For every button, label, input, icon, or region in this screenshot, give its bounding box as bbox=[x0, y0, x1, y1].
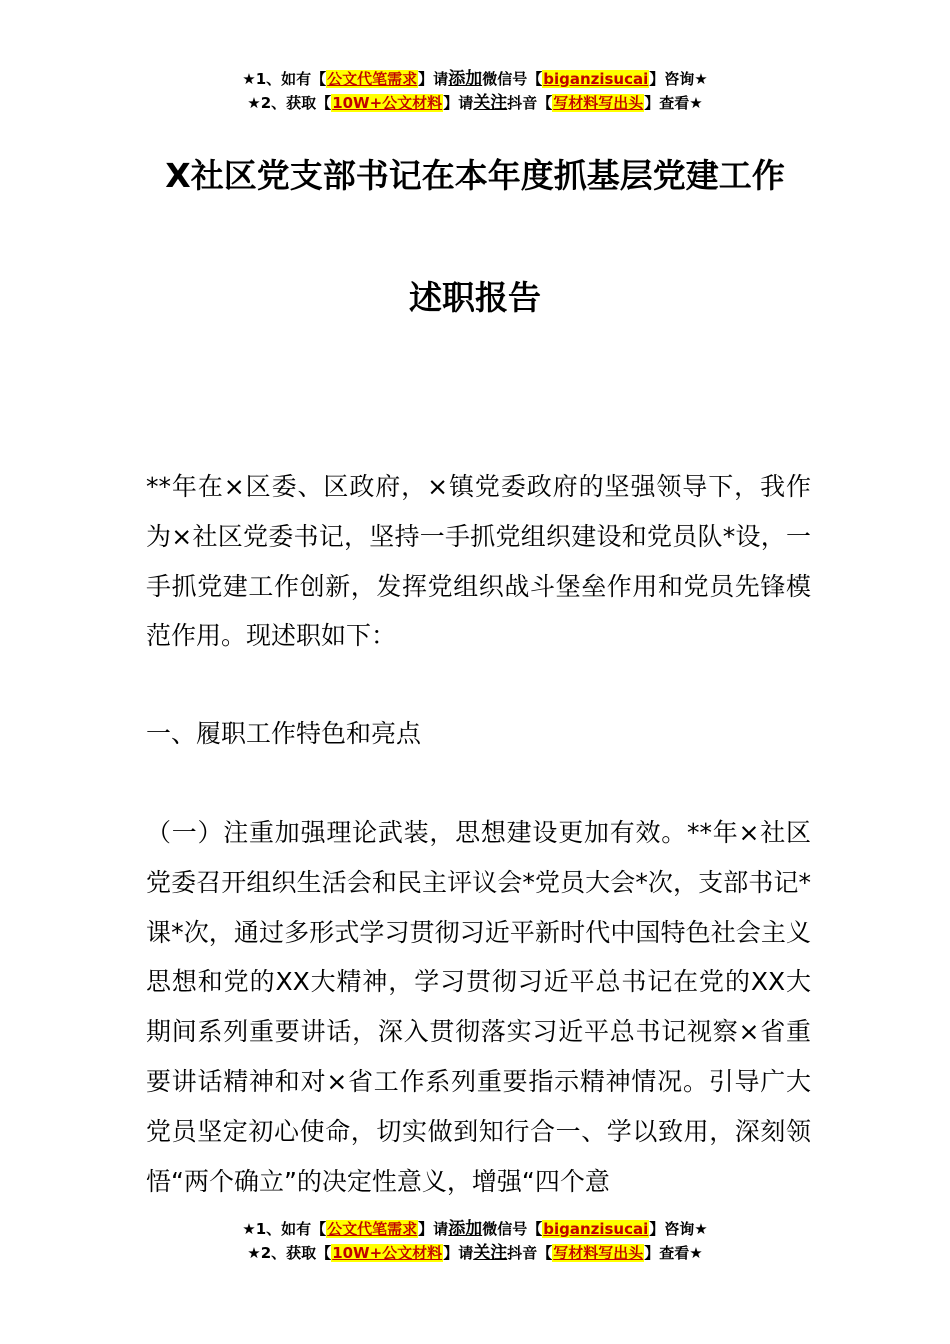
promo-text: 】请 bbox=[418, 70, 449, 88]
promo-text: 微信号【 bbox=[482, 1220, 543, 1238]
promo-line-1 bbox=[0, 1217, 950, 1241]
document-title-line-2: 述职报告 bbox=[409, 278, 541, 317]
promo-suffix: 】咨询★ bbox=[649, 70, 708, 88]
promo-highlight: 公文代笔需求 bbox=[327, 1220, 418, 1238]
promo-line-1 bbox=[0, 67, 950, 91]
promo-suffix: 】查看★ bbox=[644, 94, 703, 112]
promo-text: 抖音【 bbox=[507, 1244, 553, 1262]
promo-text: 】请 bbox=[418, 1220, 449, 1238]
promo-highlight: 10W+公文材料 bbox=[332, 1244, 443, 1262]
promo-highlight: biganzisucai bbox=[543, 70, 649, 88]
promo-text: 微信号【 bbox=[482, 70, 543, 88]
promo-highlight: 10W+公文材料 bbox=[332, 94, 443, 112]
promo-emphasis: 添加 bbox=[448, 69, 483, 89]
promo-prefix: ★2、获取【 bbox=[247, 1244, 332, 1262]
promo-banner-top bbox=[0, 67, 950, 115]
promo-text: 】请 bbox=[443, 94, 474, 112]
promo-suffix: 】查看★ bbox=[644, 1244, 703, 1262]
document-title-line-1: X社区党支部书记在本年度抓基层党建工作 bbox=[165, 156, 785, 195]
intro-paragraph bbox=[146, 462, 811, 661]
section-heading bbox=[146, 709, 811, 759]
promo-highlight: 公文代笔需求 bbox=[327, 70, 418, 88]
promo-highlight: 写材料写出头 bbox=[553, 94, 644, 112]
promo-prefix: ★1、如有【 bbox=[242, 70, 327, 88]
promo-banner-bottom bbox=[0, 1217, 950, 1265]
promo-emphasis: 关注 bbox=[473, 1243, 508, 1263]
promo-line-2 bbox=[0, 91, 950, 115]
promo-text: 】请 bbox=[443, 1244, 474, 1262]
promo-prefix: ★1、如有【 bbox=[242, 1220, 327, 1238]
promo-suffix: 】咨询★ bbox=[649, 1220, 708, 1238]
intro-text: **年在×区委、区政府，×镇党委政府的坚强领导下，我作为×社区党委书记，坚持一手抓党组织建设和党员队*设，一手抓党建工作创新，发挥党组织战斗堡垒作用和党员先锋模范作用。现述职如下： bbox=[146, 472, 811, 651]
section-heading-text: 一、履职工作特色和亮点 bbox=[146, 719, 422, 748]
promo-prefix: ★2、获取【 bbox=[247, 94, 332, 112]
body-paragraph-text: （一）注重加强理论武装，思想建设更加有效。**年×社区党委召开组织生活会和民主评议会*党员大会*次，支部书记*课*次，通过多形式学习贯彻习近平新时代中国特色社会主义思想和党的XX大精神，学习贯彻习近平总书记在党的XX大期间系列重要讲话，深入贯彻落实习近平总书记视察×省重要讲话精神和对×省工作系列重要指示精神情况。引导广大党员坚定初心使命，切实做到知行合一、学以致用，深刻领悟“两个确立”的决定性意义，增强“四个意 bbox=[146, 818, 811, 1196]
promo-emphasis: 添加 bbox=[448, 1219, 483, 1239]
promo-highlight: 写材料写出头 bbox=[553, 1244, 644, 1262]
promo-emphasis: 关注 bbox=[473, 93, 508, 113]
body-paragraph bbox=[146, 808, 811, 1206]
promo-text: 抖音【 bbox=[507, 94, 553, 112]
promo-highlight: biganzisucai bbox=[543, 1220, 649, 1238]
promo-line-2 bbox=[0, 1241, 950, 1265]
